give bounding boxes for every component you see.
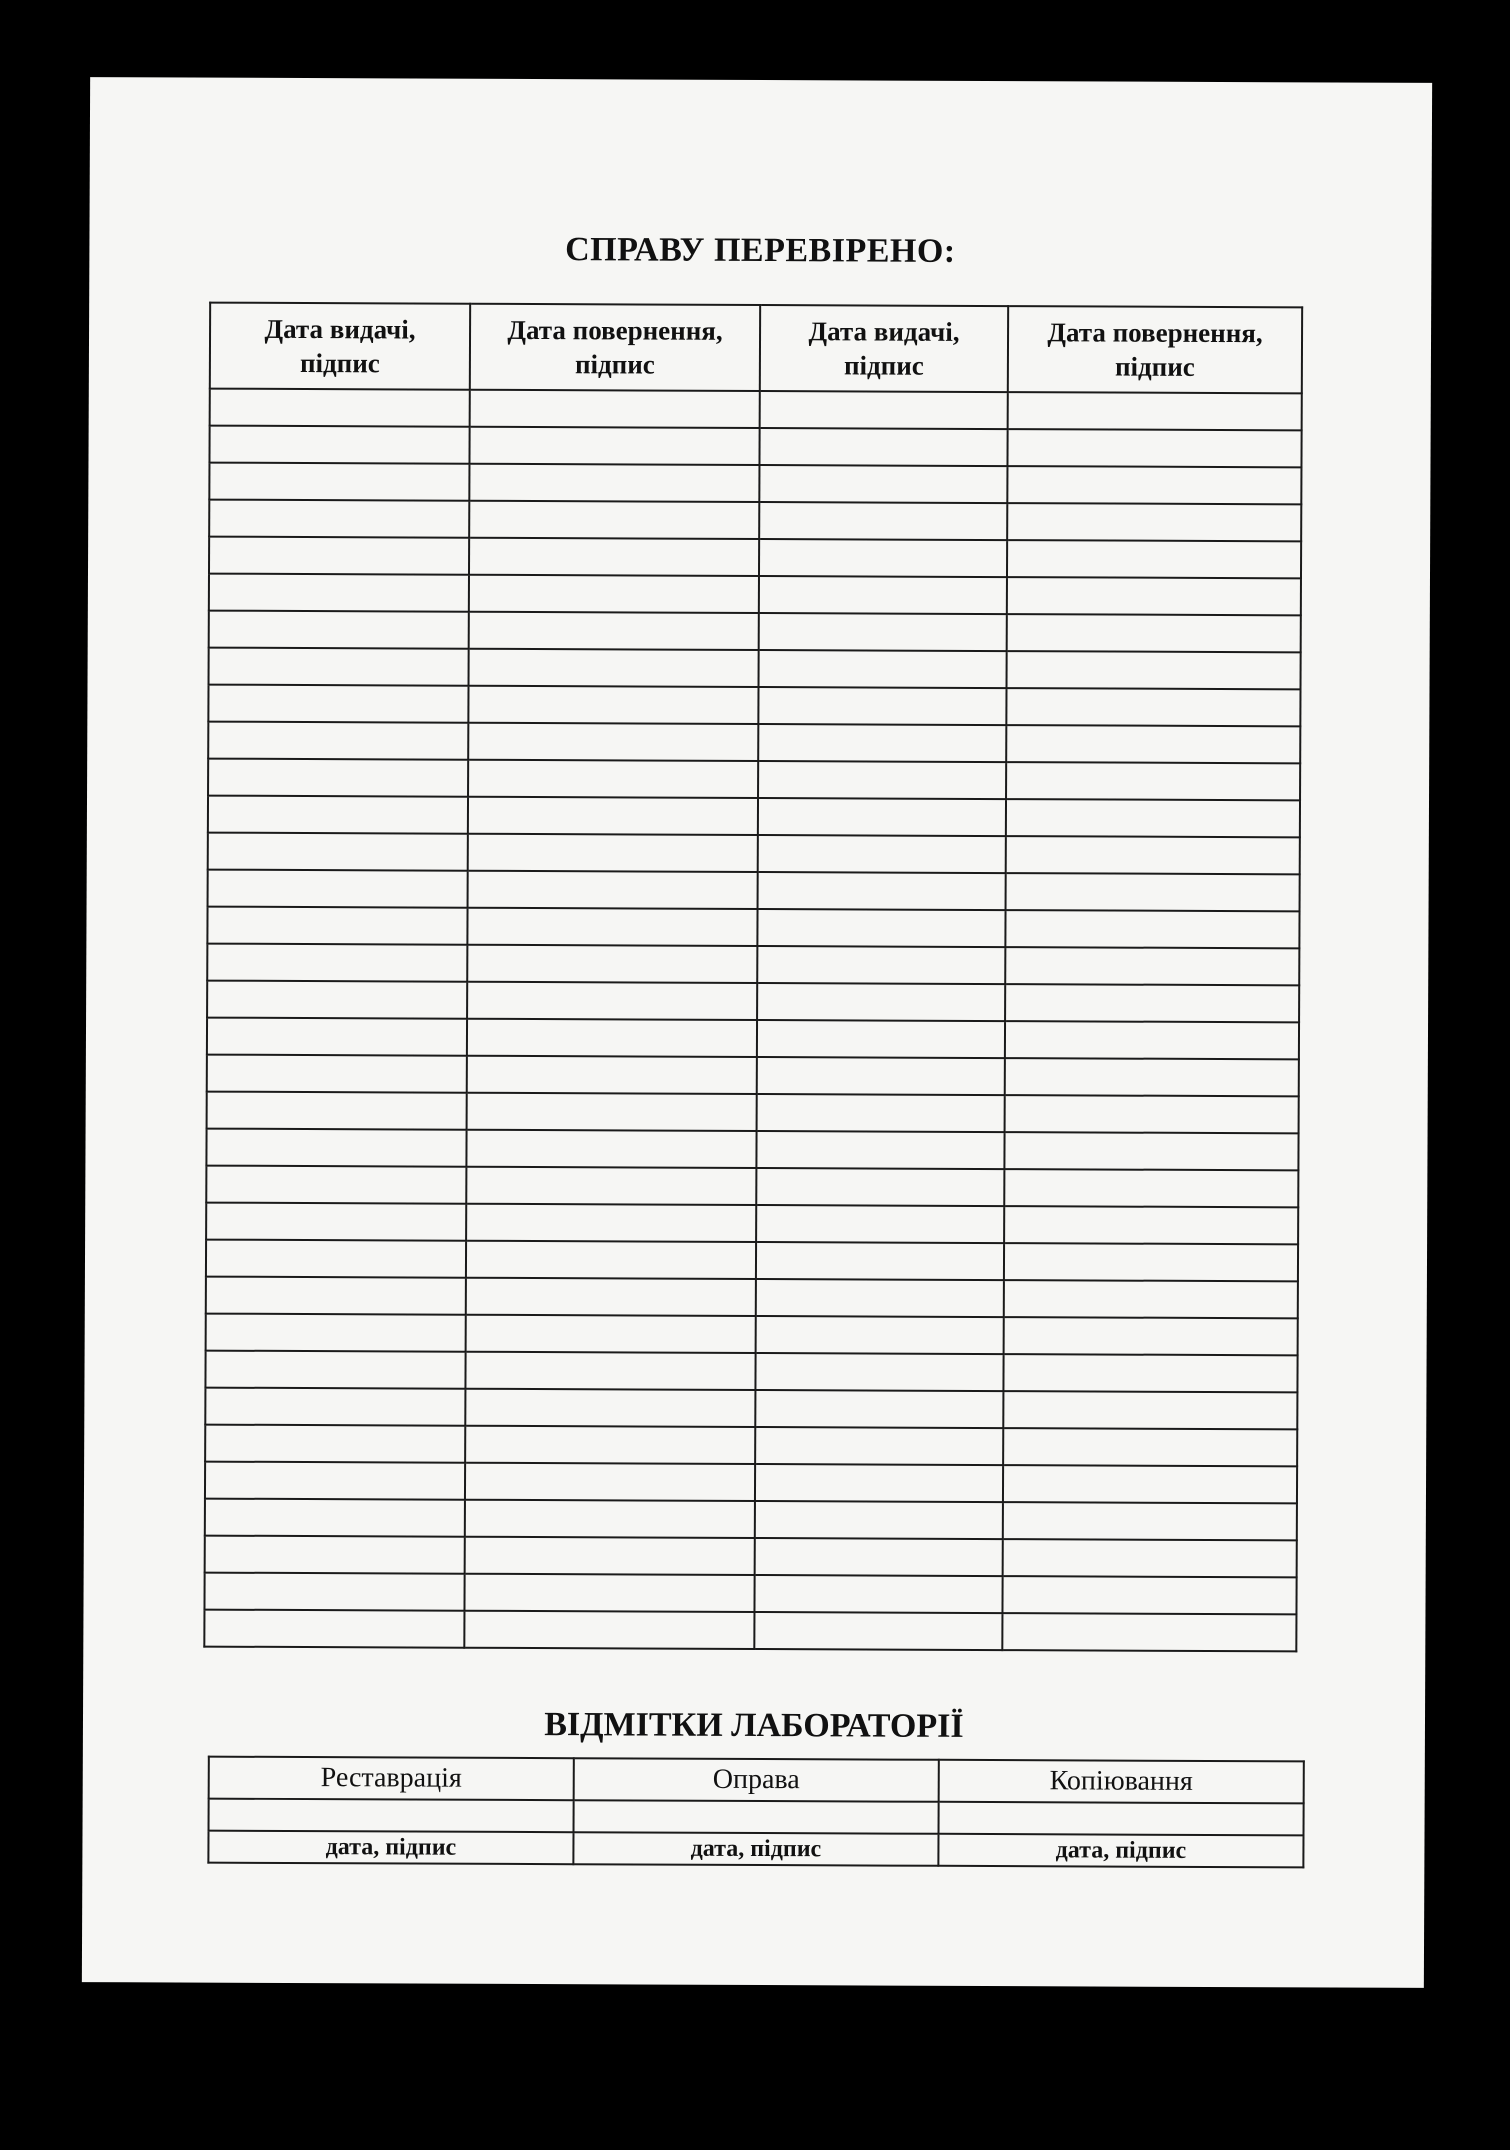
table-cell bbox=[205, 1388, 465, 1426]
table-cell bbox=[208, 796, 468, 834]
table-cell bbox=[208, 685, 468, 723]
header-label: Дата видачі, підпис bbox=[808, 316, 960, 381]
lab-col-restoration: Реставрація bbox=[209, 1757, 574, 1801]
table-row bbox=[208, 759, 1300, 801]
table-cell bbox=[758, 798, 1006, 836]
table-cell bbox=[205, 1499, 465, 1537]
table-row bbox=[208, 722, 1300, 764]
table-cell bbox=[204, 1573, 464, 1611]
table-cell bbox=[1007, 651, 1301, 689]
table-row bbox=[206, 1277, 1298, 1319]
table-cell bbox=[758, 724, 1006, 762]
table-cell bbox=[758, 872, 1006, 910]
table-cell bbox=[756, 1242, 1004, 1280]
table-cell bbox=[470, 390, 760, 428]
table-cell bbox=[209, 537, 469, 575]
table-cell bbox=[205, 1462, 465, 1500]
page-title: СПРАВУ ПЕРЕВІРЕНО: bbox=[565, 231, 956, 270]
table-cell bbox=[465, 1389, 755, 1427]
table-cell bbox=[757, 1094, 1005, 1132]
lab-header-row bbox=[209, 1757, 1304, 1804]
table-cell bbox=[759, 502, 1007, 540]
table-cell bbox=[468, 723, 758, 761]
header-label: Дата повернення, підпис bbox=[1047, 317, 1263, 382]
table-cell bbox=[758, 687, 1006, 725]
table-cell bbox=[207, 944, 467, 982]
table-cell bbox=[207, 1018, 467, 1056]
header-return-date-1 bbox=[470, 304, 760, 391]
table-cell bbox=[759, 613, 1007, 651]
table-cell bbox=[1004, 1169, 1298, 1207]
scanned-page bbox=[82, 77, 1432, 1988]
table-cell bbox=[468, 871, 758, 909]
table-cell bbox=[207, 981, 467, 1019]
table-cell bbox=[467, 908, 757, 946]
table-row bbox=[206, 1129, 1298, 1171]
table-cell bbox=[204, 1610, 464, 1648]
table-cell bbox=[206, 1277, 466, 1315]
table-cell bbox=[754, 1575, 1002, 1613]
table-cell bbox=[1003, 1539, 1297, 1577]
table-cell bbox=[755, 1353, 1003, 1391]
table-cell bbox=[209, 426, 469, 464]
table-row bbox=[209, 463, 1301, 505]
table-row bbox=[209, 648, 1301, 690]
table-row bbox=[210, 389, 1302, 431]
table-row bbox=[207, 944, 1299, 986]
table-cell bbox=[754, 1612, 1002, 1650]
table-row bbox=[204, 1573, 1296, 1615]
table-cell bbox=[465, 1426, 755, 1464]
table-cell bbox=[464, 1611, 754, 1649]
table-row bbox=[208, 685, 1300, 727]
table-cell bbox=[758, 761, 1006, 799]
table-cell bbox=[1002, 1576, 1296, 1614]
table-cell bbox=[469, 612, 759, 650]
table-cell bbox=[1004, 1243, 1298, 1281]
table-cell bbox=[1007, 540, 1301, 578]
table-cell bbox=[208, 833, 468, 871]
table-cell bbox=[759, 539, 1007, 577]
table-cell bbox=[757, 909, 1005, 947]
table-cell bbox=[1005, 1095, 1299, 1133]
table-cell bbox=[209, 574, 469, 612]
table-cell bbox=[207, 907, 467, 945]
table-cell bbox=[469, 538, 759, 576]
checks-header-row bbox=[210, 303, 1302, 394]
lab-cell bbox=[939, 1802, 1304, 1836]
table-row bbox=[209, 500, 1301, 542]
table-cell bbox=[1005, 984, 1299, 1022]
table-row bbox=[205, 1351, 1297, 1393]
table-cell bbox=[206, 1166, 466, 1204]
table-cell bbox=[759, 428, 1007, 466]
table-cell bbox=[467, 982, 757, 1020]
table-cell bbox=[469, 649, 759, 687]
table-cell bbox=[1006, 873, 1300, 911]
table-row bbox=[208, 833, 1300, 875]
lab-entry-row bbox=[209, 1799, 1304, 1836]
table-cell bbox=[206, 1129, 466, 1167]
table-cell bbox=[1005, 910, 1299, 948]
table-row bbox=[205, 1536, 1297, 1578]
table-cell bbox=[469, 501, 759, 539]
table-cell bbox=[1006, 725, 1300, 763]
table-cell bbox=[465, 1537, 755, 1575]
table-cell bbox=[206, 1240, 466, 1278]
table-cell bbox=[467, 1019, 757, 1057]
table-cell bbox=[1003, 1391, 1297, 1429]
table-cell bbox=[206, 1203, 466, 1241]
table-cell bbox=[1004, 1280, 1298, 1318]
table-cell bbox=[758, 835, 1006, 873]
table-cell bbox=[756, 1316, 1004, 1354]
table-cell bbox=[205, 1351, 465, 1389]
table-cell bbox=[1003, 1428, 1297, 1466]
table-cell bbox=[209, 611, 469, 649]
table-cell bbox=[207, 1092, 467, 1130]
table-cell bbox=[1004, 1206, 1298, 1244]
table-cell bbox=[467, 945, 757, 983]
table-row bbox=[207, 1092, 1299, 1134]
table-row bbox=[208, 870, 1300, 912]
table-cell bbox=[1003, 1465, 1297, 1503]
table-cell bbox=[465, 1463, 755, 1501]
table-cell bbox=[1006, 762, 1300, 800]
lab-col-binding: Оправа bbox=[574, 1758, 939, 1802]
table-row bbox=[205, 1388, 1297, 1430]
table-cell bbox=[205, 1536, 465, 1574]
table-cell bbox=[757, 1057, 1005, 1095]
table-cell bbox=[1007, 503, 1301, 541]
header-return-date-2 bbox=[1008, 306, 1302, 393]
table-cell bbox=[208, 759, 468, 797]
table-cell bbox=[759, 576, 1007, 614]
table-cell bbox=[465, 1352, 755, 1390]
table-cell bbox=[467, 1093, 757, 1131]
table-cell bbox=[466, 1130, 756, 1168]
table-row bbox=[206, 1203, 1298, 1245]
lab-cell bbox=[209, 1799, 574, 1833]
table-cell bbox=[464, 1574, 754, 1612]
lab-section-title: ВІДМІТКИ ЛАБОРАТОРІЇ bbox=[544, 1706, 964, 1745]
table-cell bbox=[466, 1278, 756, 1316]
lab-cell bbox=[574, 1800, 939, 1834]
lab-table bbox=[207, 1756, 1304, 1869]
table-cell bbox=[206, 1314, 466, 1352]
table-cell bbox=[1006, 799, 1300, 837]
header-label: Дата повернення, підпис bbox=[507, 314, 723, 380]
table-cell bbox=[1008, 392, 1302, 430]
table-cell bbox=[756, 1168, 1004, 1206]
table-cell bbox=[1003, 1354, 1297, 1392]
table-cell bbox=[755, 1464, 1003, 1502]
table-row bbox=[206, 1240, 1298, 1282]
table-cell bbox=[1005, 947, 1299, 985]
table-cell bbox=[207, 1055, 467, 1093]
table-cell bbox=[1005, 1058, 1299, 1096]
table-row bbox=[207, 981, 1299, 1023]
table-cell bbox=[205, 1425, 465, 1463]
table-cell bbox=[1007, 429, 1301, 467]
header-label: Дата видачі, підпис bbox=[264, 313, 416, 379]
table-row bbox=[206, 1314, 1298, 1356]
table-cell bbox=[208, 870, 468, 908]
table-cell bbox=[1003, 1502, 1297, 1540]
table-row bbox=[206, 1166, 1298, 1208]
table-cell bbox=[1002, 1613, 1296, 1651]
table-cell bbox=[1007, 577, 1301, 615]
header-issue-date-1 bbox=[210, 303, 470, 390]
table-cell bbox=[1005, 1021, 1299, 1059]
table-cell bbox=[1006, 836, 1300, 874]
table-cell bbox=[756, 1205, 1004, 1243]
table-cell bbox=[468, 797, 758, 835]
table-row bbox=[207, 1055, 1299, 1097]
lab-footer-binding: дата, підпис bbox=[573, 1832, 938, 1866]
table-cell bbox=[1006, 688, 1300, 726]
table-cell bbox=[209, 500, 469, 538]
table-cell bbox=[1007, 466, 1301, 504]
table-cell bbox=[1007, 614, 1301, 652]
table-row bbox=[204, 1610, 1296, 1652]
table-cell bbox=[757, 1020, 1005, 1058]
table-cell bbox=[468, 686, 758, 724]
header-issue-date-2 bbox=[760, 305, 1008, 392]
table-cell bbox=[1004, 1132, 1298, 1170]
table-cell bbox=[760, 391, 1008, 429]
table-cell bbox=[755, 1501, 1003, 1539]
table-cell bbox=[756, 1131, 1004, 1169]
table-row bbox=[205, 1425, 1297, 1467]
table-cell bbox=[466, 1204, 756, 1242]
table-cell bbox=[469, 575, 759, 613]
table-cell bbox=[208, 722, 468, 760]
table-cell bbox=[757, 946, 1005, 984]
table-cell bbox=[467, 1056, 757, 1094]
table-cell bbox=[469, 464, 759, 502]
lab-col-copying: Копіювання bbox=[939, 1760, 1304, 1804]
table-cell bbox=[759, 465, 1007, 503]
table-cell bbox=[755, 1538, 1003, 1576]
table-cell bbox=[757, 983, 1005, 1021]
table-cell bbox=[756, 1279, 1004, 1317]
table-cell bbox=[465, 1500, 755, 1538]
table-cell bbox=[466, 1315, 756, 1353]
table-cell bbox=[468, 760, 758, 798]
table-cell bbox=[469, 427, 759, 465]
table-row bbox=[209, 426, 1301, 468]
lab-footer-copying: дата, підпис bbox=[938, 1834, 1303, 1868]
table-row bbox=[209, 574, 1301, 616]
table-row bbox=[208, 796, 1300, 838]
table-cell bbox=[466, 1167, 756, 1205]
table-cell bbox=[755, 1427, 1003, 1465]
table-cell bbox=[209, 463, 469, 501]
table-row bbox=[207, 1018, 1299, 1060]
table-row bbox=[209, 611, 1301, 653]
table-row bbox=[205, 1462, 1297, 1504]
lab-footer-restoration: дата, підпис bbox=[208, 1831, 573, 1865]
lab-footer-row bbox=[208, 1831, 1303, 1868]
table-cell bbox=[468, 834, 758, 872]
table-row bbox=[207, 907, 1299, 949]
table-cell bbox=[466, 1241, 756, 1279]
table-row bbox=[205, 1499, 1297, 1541]
checks-body bbox=[204, 389, 1301, 1652]
table-cell bbox=[1004, 1317, 1298, 1355]
table-cell bbox=[209, 648, 469, 686]
table-cell bbox=[210, 389, 470, 427]
checks-table bbox=[203, 302, 1303, 1653]
table-row bbox=[209, 537, 1301, 579]
table-cell bbox=[759, 650, 1007, 688]
table-cell bbox=[755, 1390, 1003, 1428]
